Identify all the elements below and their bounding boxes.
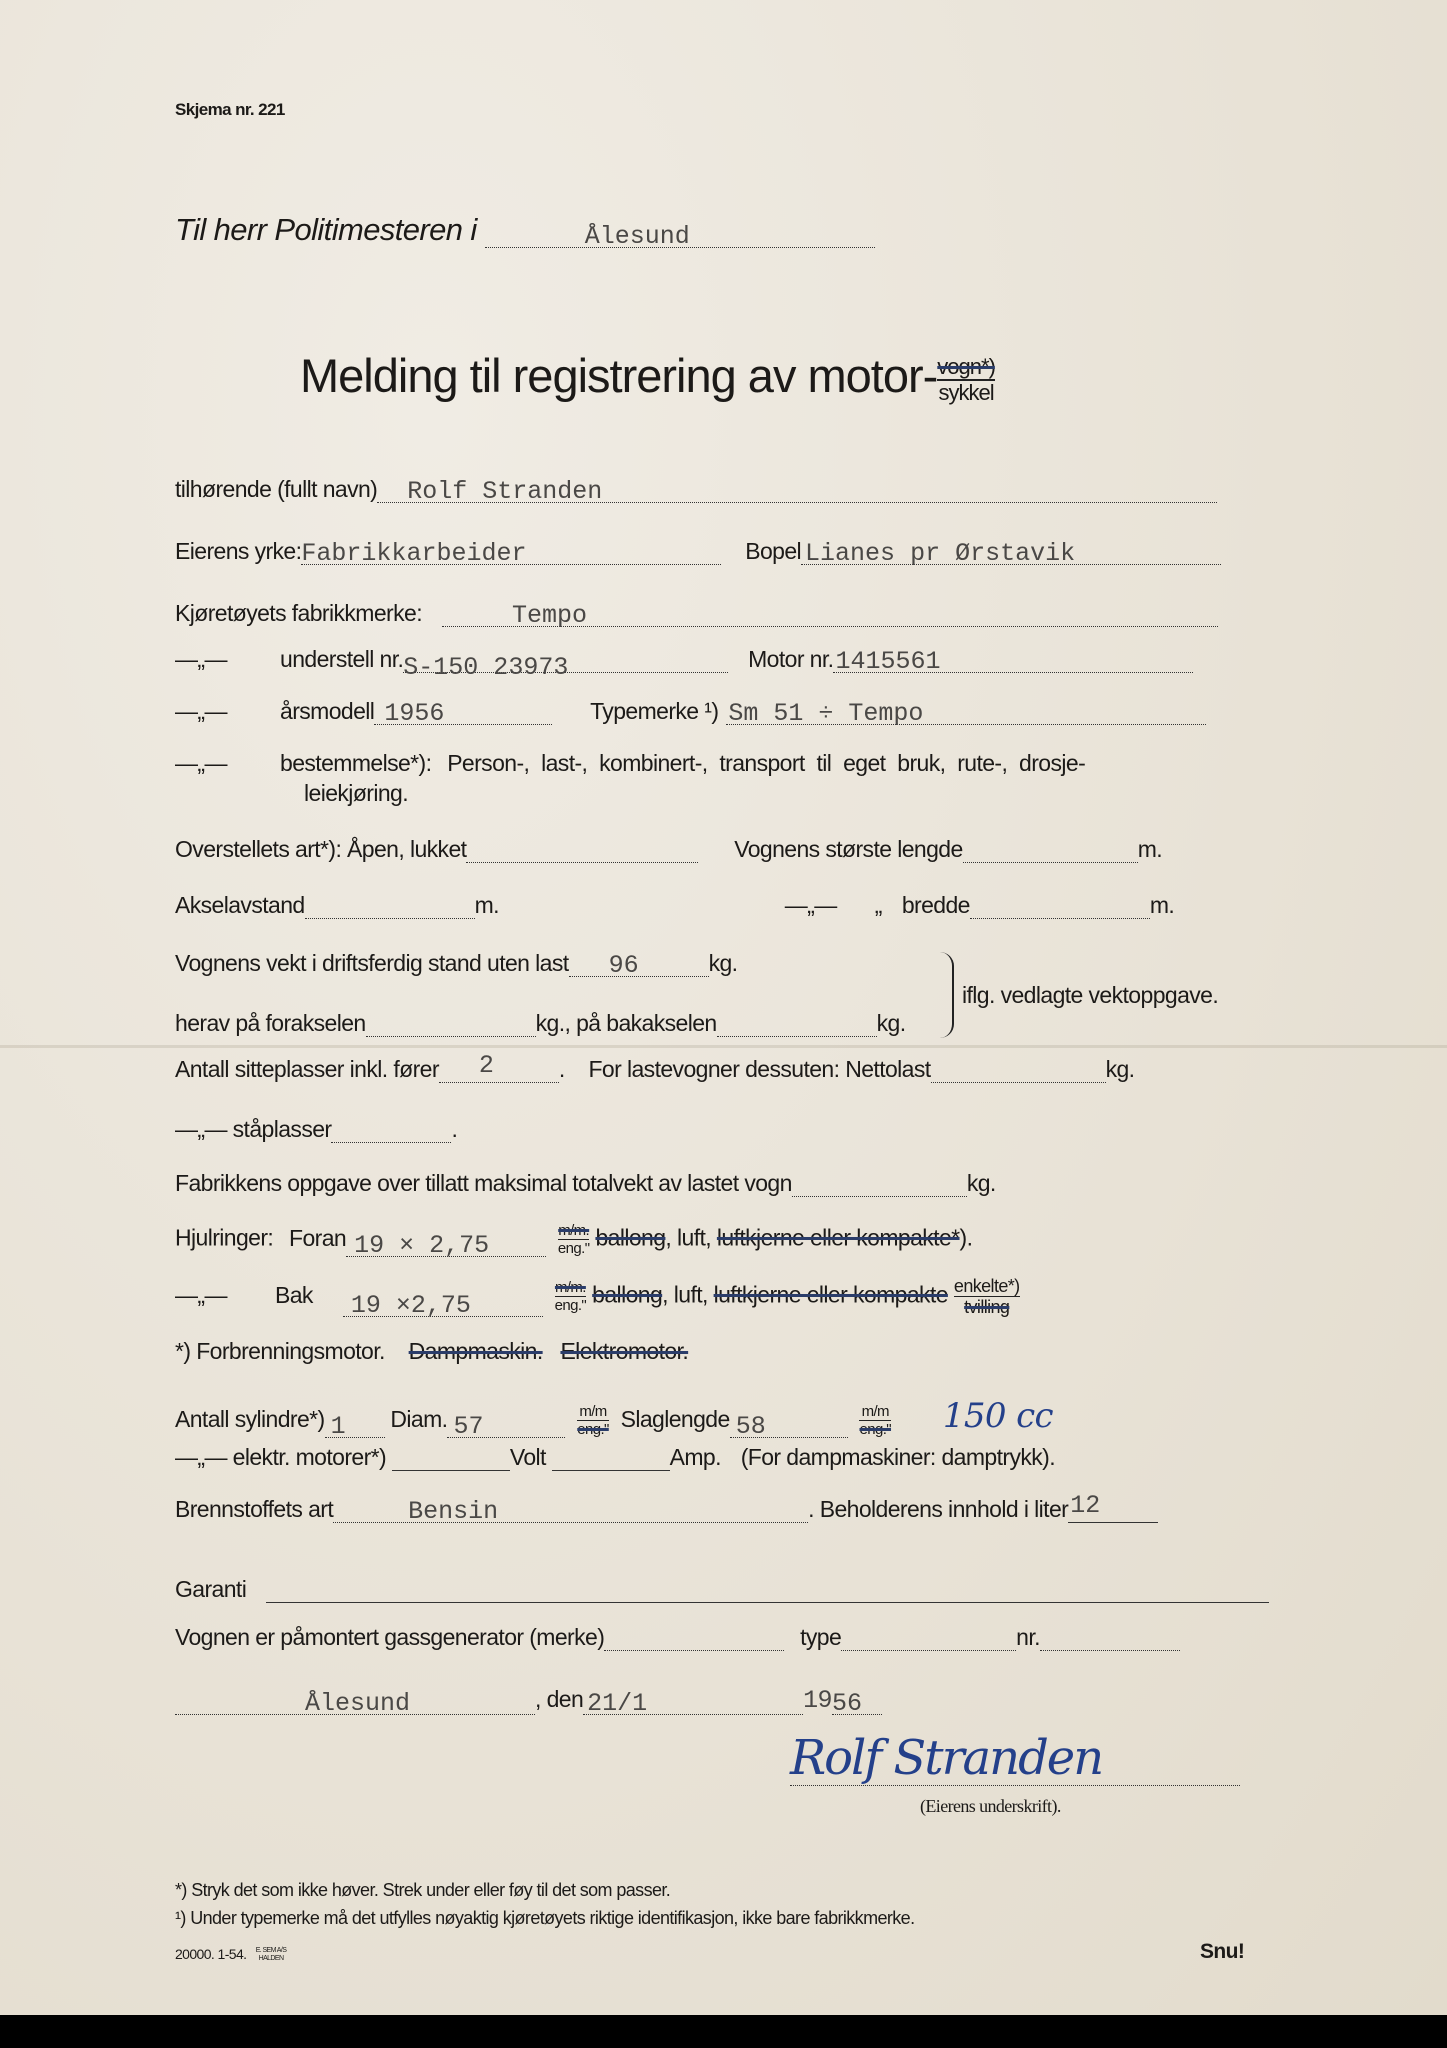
stroke-value: 58 (735, 1412, 766, 1442)
year-field[interactable] (831, 1688, 882, 1718)
unit-mm: m/m (859, 1403, 891, 1421)
purpose-options-cont: leiekjøring. (304, 780, 409, 806)
signature-caption: (Eierens underskrift). (920, 1796, 1061, 1816)
unit-mm: m/m. (558, 1222, 590, 1239)
option-enkelte: enkelte*) (953, 1276, 1020, 1296)
diam-label: Diam. (390, 1406, 448, 1432)
rear-axle-unit: kg. (876, 1010, 906, 1036)
den-label: , den (535, 1686, 584, 1712)
unit-eng: eng." (557, 1240, 590, 1257)
owner-value: Rolf Stranden (407, 477, 603, 506)
guarantee-field[interactable] (266, 1576, 1269, 1603)
tire-unit (558, 1222, 590, 1257)
option-struck: luftkjerne eller kompakte (713, 1281, 948, 1308)
model-year-row (175, 698, 1206, 728)
electric-row (175, 1444, 1055, 1471)
body-label: Overstellets art*): Åpen, lukket (175, 836, 467, 862)
place-field[interactable] (175, 1688, 535, 1718)
ditto-mark: —„— (175, 1116, 227, 1142)
purpose-label: bestemmelse*): (280, 750, 432, 776)
length-unit: m. (1137, 836, 1163, 862)
ditto-mark: —„— (175, 1444, 227, 1470)
front-axle-field[interactable] (366, 1010, 536, 1037)
width-unit: m. (1149, 892, 1175, 918)
tank-field[interactable] (1068, 1491, 1158, 1523)
make-row (175, 600, 1218, 630)
occupation-field[interactable] (301, 538, 721, 568)
diam-field[interactable] (447, 1411, 565, 1442)
ditto-mark: —„— (175, 698, 227, 724)
volt-label: Volt (509, 1444, 546, 1470)
residence-label: Bopel (745, 538, 802, 564)
printer-city: HALDEN (258, 1955, 284, 1963)
addressee-row (175, 212, 875, 251)
footnote-2: ¹) Under typemerke må det utfylles nøyaktig kjøretøyets riktige identifikasjon, ikke bare fabrikkmerke. (175, 1908, 915, 1928)
residence-field[interactable] (801, 538, 1221, 568)
ditto-mark: —„— (175, 646, 227, 672)
printer-info (175, 1946, 286, 1963)
seats-row: Antall sitteplasser inkl. fører 2 . For lastevogner dessuten: Nettolast kg. (175, 1051, 1135, 1082)
seats-field[interactable] (439, 1051, 559, 1083)
ditto-mark: —„— (784, 892, 837, 918)
addressee-label: Til herr Politimesteren i (175, 212, 477, 247)
weight-unit: kg. (708, 950, 738, 976)
width-field[interactable] (970, 892, 1150, 919)
tires-front-field[interactable] (346, 1230, 546, 1260)
fuel-field[interactable] (333, 1496, 808, 1526)
length-field[interactable] (963, 836, 1138, 863)
cylinders-row (175, 1396, 1053, 1442)
body-row (175, 836, 1162, 863)
steam-note: (For dampmaskiner: damptrykk). (740, 1444, 1056, 1470)
tires-rear-field[interactable] (343, 1290, 543, 1320)
max-weight-unit: kg. (966, 1170, 996, 1196)
seats-label: Antall sitteplasser inkl. fører (175, 1056, 439, 1082)
engine-electric: Elektromotor. (560, 1338, 689, 1364)
model-year-value: 1956 (384, 699, 445, 728)
tank-value: 12 (1070, 1491, 1101, 1520)
motor-field[interactable] (833, 646, 1193, 676)
unit-mm: m/m (577, 1403, 609, 1421)
fuel-label: Brennstoffets art (175, 1496, 334, 1522)
gas-type-label: type (800, 1624, 842, 1650)
net-load-field[interactable] (931, 1056, 1106, 1083)
tires-front-label: Foran (289, 1224, 347, 1251)
net-load-label: For lastevogner dessuten: Nettolast (588, 1056, 931, 1082)
amp-label: Amp. (669, 1444, 721, 1470)
unit-mm: m/m. (554, 1279, 586, 1296)
gas-generator-label: Vognen er påmontert gassgenerator (merke) (175, 1624, 605, 1650)
fuel-value: Bensin (408, 1497, 499, 1526)
unit-eng: eng." (554, 1297, 587, 1314)
chassis-value: S-150 23973 (403, 653, 569, 682)
title-option-kept: sykkel (938, 379, 994, 405)
cylinders-value: 1 (330, 1412, 346, 1442)
axle-weight-row (175, 1010, 906, 1037)
option-luft: , luft, (662, 1281, 708, 1308)
tires-rear-value: 19 ×2,75 (350, 1291, 471, 1320)
length-label: Vognens største lengde (734, 836, 963, 862)
handwritten-displacement: 150 cc (942, 1396, 1053, 1436)
gas-generator-row (175, 1624, 1180, 1651)
owner-row (175, 476, 1217, 506)
date-value: 21/1 (587, 1689, 648, 1718)
tires-front-value: 19 × 2,75 (354, 1231, 490, 1260)
purpose-options: Person-, last-, kombinert-, transport til eget bruk, rute-, drosje- (447, 750, 1086, 776)
brace (940, 952, 954, 1038)
model-year-label: årsmodell (280, 698, 375, 724)
guarantee-row (175, 1576, 1269, 1603)
place-date-row (175, 1686, 882, 1718)
date-field[interactable] (583, 1688, 803, 1718)
fuel-row (175, 1491, 1158, 1526)
wheel-config (954, 1276, 1020, 1317)
diam-unit (577, 1403, 609, 1438)
addressee-value: Ålesund (584, 222, 690, 251)
owner-label: tilhørende (fullt navn) (175, 476, 378, 502)
front-axle-label: herav på forakselen (175, 1010, 366, 1036)
owner-field[interactable] (377, 476, 1217, 506)
weight-note: iflg. vedlagte vektoppgave. (962, 982, 1219, 1008)
unit-eng: eng." (577, 1421, 609, 1439)
type-field[interactable] (726, 698, 1206, 728)
title-main: Melding til registrering av motor- (300, 349, 938, 402)
stroke-field[interactable] (730, 1411, 848, 1442)
tank-label: . Beholderens innhold i liter (808, 1496, 1069, 1522)
occupation-row (175, 538, 1221, 568)
addressee-field[interactable] (485, 213, 875, 251)
gas-generator-field[interactable] (604, 1624, 784, 1651)
standing-label: ståplasser (232, 1116, 332, 1142)
motor-label: Motor nr. (748, 646, 834, 672)
max-weight-label: Fabrikkens oppgave over tillatt maksimal totalvekt av lastet vogn (175, 1170, 792, 1196)
standing-row: —„— ståplasser . (175, 1116, 458, 1142)
year-prefix: 19 (803, 1686, 832, 1715)
punct: ). (959, 1224, 973, 1251)
tire-unit (555, 1279, 587, 1314)
make-label: Kjøretøyets fabrikkmerke: (175, 600, 422, 626)
turn-over-note: Snu! (1200, 1940, 1245, 1963)
weight-field[interactable] (569, 950, 709, 980)
ditto-mark: —„— (175, 750, 227, 776)
weight-label: Vognens vekt i driftsferdig stand uten last (175, 950, 569, 976)
engine-steam: Dampmaskin. (408, 1338, 543, 1364)
body-field[interactable] (466, 836, 698, 863)
model-year-field[interactable] (374, 698, 552, 728)
wheelbase-row (175, 892, 1174, 919)
gas-type-field[interactable] (841, 1624, 1016, 1651)
owner-signature: Rolf Stranden (790, 1730, 1103, 1786)
make-field[interactable] (442, 600, 1218, 630)
title-option-struck: vogn*) (937, 353, 995, 379)
amp-field[interactable] (552, 1444, 670, 1471)
rear-axle-label: kg., på bakakselen (535, 1010, 717, 1036)
option-tvilling: tvilling (964, 1297, 1010, 1317)
printer-name: E. SEM A/S (255, 1947, 287, 1955)
tires-front-row (175, 1222, 973, 1260)
form-number: Skjema nr. 221 (175, 100, 285, 119)
rear-axle-field[interactable] (717, 1010, 877, 1037)
chassis-label: understell nr. (280, 646, 404, 672)
option-struck: luftkjerne eller kompakte* (716, 1224, 960, 1251)
occupation-value: Fabrikkarbeider (301, 539, 527, 568)
weight-value: 96 (608, 951, 639, 980)
diam-value: 57 (453, 1412, 484, 1442)
guarantee-label: Garanti (175, 1576, 247, 1602)
wheelbase-unit: m. (474, 892, 499, 918)
weight-row (175, 950, 738, 980)
footnote-1: *) Stryk det som ikke høver. Strek under eller føy til det som passer. (175, 1880, 671, 1900)
max-weight-row (175, 1170, 996, 1197)
standing-field[interactable] (331, 1116, 451, 1143)
make-value: Tempo (512, 601, 588, 630)
purpose-row (175, 750, 1085, 777)
ditto-quote: „ (874, 892, 882, 918)
option-luft: , luft, (665, 1224, 712, 1251)
gas-nr-label: nr. (1016, 1624, 1040, 1650)
signature-line (790, 1785, 1240, 1786)
engine-combustion: *) Forbrenningsmotor. (175, 1338, 385, 1364)
stroke-unit (859, 1403, 891, 1438)
tires-rear-row (175, 1276, 1026, 1320)
stroke-label: Slaglengde (620, 1406, 730, 1432)
volt-field[interactable] (392, 1444, 510, 1471)
type-label: Typemerke ¹) (590, 698, 719, 724)
ditto-mark: —„— (175, 1281, 227, 1308)
printer-code: 20000. 1-54. (175, 1946, 247, 1962)
residence-value: Lianes pr Ørstavik (805, 539, 1076, 568)
occupation-label: Eierens yrke: (175, 538, 302, 564)
wheelbase-field[interactable] (305, 892, 475, 919)
seats-value: 2 (478, 1051, 494, 1080)
motor-value: 1415561 (835, 647, 941, 676)
gas-nr-field[interactable] (1040, 1624, 1180, 1651)
place-value: Ålesund (305, 1689, 411, 1718)
max-weight-field[interactable] (792, 1170, 967, 1197)
cylinders-label: Antall sylindre*) (175, 1406, 325, 1432)
unit-eng: eng." (859, 1421, 892, 1439)
page-title (300, 348, 995, 405)
year-value: 56 (831, 1689, 862, 1718)
wheelbase-label: Akselavstand (175, 892, 305, 918)
chassis-row (175, 646, 1193, 682)
type-value: Sm 51 ÷ Tempo (728, 699, 924, 728)
fold-line (0, 1045, 1447, 1048)
engine-type-row (175, 1338, 688, 1365)
net-load-unit: kg. (1105, 1056, 1135, 1082)
electric-label: elektr. motorer*) (232, 1444, 387, 1470)
option-ballong: ballong (592, 1281, 663, 1308)
width-label: bredde (901, 892, 970, 918)
chassis-field[interactable] (403, 646, 728, 682)
tires-label: Hjulringer: (175, 1224, 274, 1251)
cylinders-field[interactable] (325, 1411, 385, 1442)
option-ballong: ballong (595, 1224, 666, 1251)
tires-rear-label: Bak (275, 1281, 313, 1308)
